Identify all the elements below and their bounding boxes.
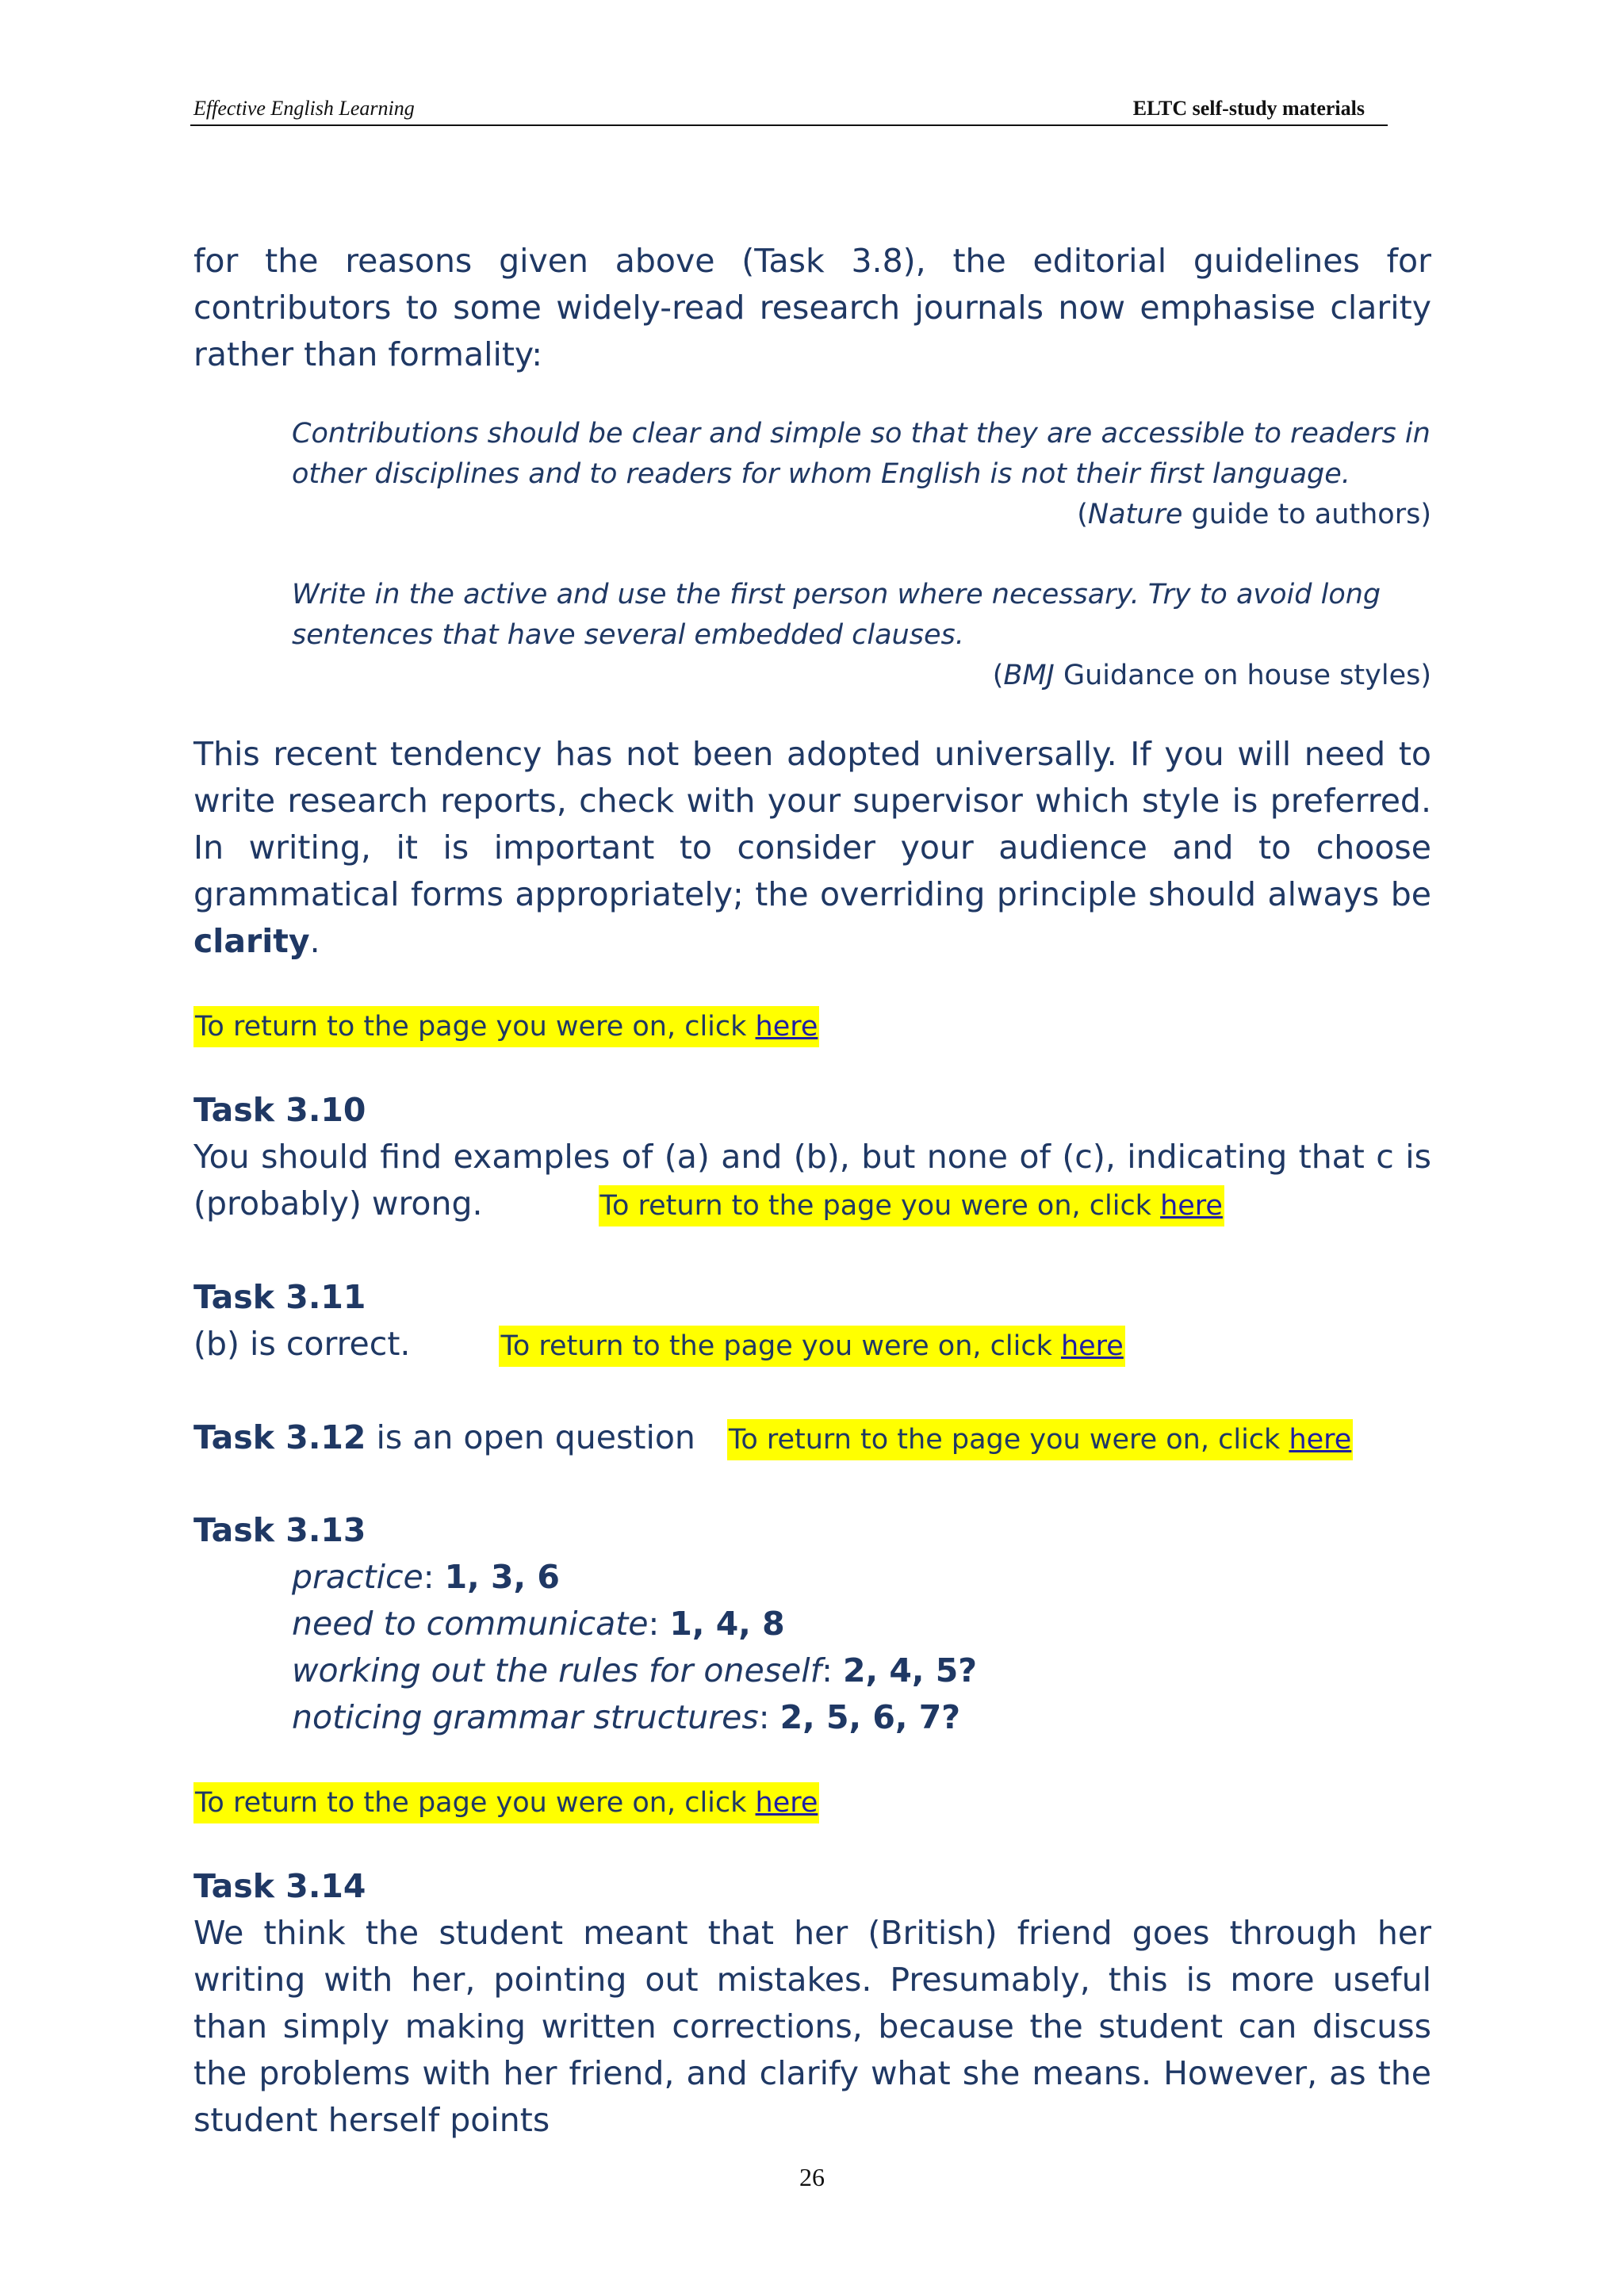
return-here-link[interactable]: here <box>1160 1190 1223 1222</box>
return-text: To return to the page you were on, click <box>728 1424 1289 1456</box>
answer-label: noticing grammar structures <box>292 1698 759 1736</box>
header-title: Effective English Learning <box>193 97 415 120</box>
task-3-14-text: We think the student meant that her (British) friend goes through her writing with her, pointing out mistakes. Presumably, this is more useful than simply making written corrections, because the student can discuss the problems with her friend, and clarify what she means. However, as the student herself points <box>193 1914 1431 2139</box>
task-3-10-title: Task 3.10 <box>193 1091 366 1129</box>
header-rule <box>190 124 1388 126</box>
answer-row: noticing grammar structures: 2, 5, 6, 7? <box>292 1698 961 1736</box>
clarity-emphasis: clarity <box>193 922 310 960</box>
return-link-5 <box>193 1782 1431 1823</box>
tendency-end: . <box>309 922 320 960</box>
return-text: To return to the page you were on, click <box>599 1190 1161 1222</box>
answer-row: practice: 1, 3, 6 <box>292 1558 560 1596</box>
return-highlight <box>599 1185 1224 1226</box>
answer-label: practice <box>292 1558 423 1596</box>
task-3-13-answers <box>292 1554 1431 1741</box>
return-here-link[interactable]: here <box>1060 1330 1124 1362</box>
citation-rest: Guidance on house styles) <box>1054 660 1431 691</box>
quote-nature: Contributions should be clear and simple so that they are accessible to readers in other disciplines and to readers for whom English is not their first language. <box>292 418 1431 490</box>
tendency-paragraph <box>193 731 1431 965</box>
citation-open: ( <box>1077 499 1088 530</box>
page-number: 26 <box>799 2163 825 2191</box>
citation-rest: guide to authors) <box>1182 499 1431 530</box>
task-3-13-title: Task 3.13 <box>193 1511 366 1549</box>
return-highlight <box>193 1006 819 1047</box>
answer-label: need to communicate <box>292 1605 649 1643</box>
return-here-link[interactable]: here <box>755 1011 818 1043</box>
return-text: To return to the page you were on, click <box>195 1787 756 1819</box>
citation-open: ( <box>992 660 1004 691</box>
task-3-10-answer: You should find examples of (a) and (b), but none of (c), indicating that c is (probably) wrong. <box>193 1138 1431 1223</box>
intro-paragraph: for the reasons given above (Task 3.8), the editorial guidelines for contributors to some widely-read research journals now emphasise clarity rather than formality: <box>193 242 1431 373</box>
task-3-11-answer: (b) is correct. <box>193 1325 411 1363</box>
task-3-12-text: is an open question <box>366 1418 695 1456</box>
citation-source: BMJ <box>1003 660 1055 691</box>
quote-bmj: Write in the active and use the first person where necessary. Try to avoid long sentences that have several embedded clauses. <box>292 579 1381 651</box>
citation-bmj <box>193 656 1431 696</box>
task-3-11-text <box>193 1321 1431 1368</box>
task-3-12-title: Task 3.12 <box>193 1418 366 1456</box>
task-3-10-text <box>193 1134 1431 1227</box>
return-highlight <box>193 1782 819 1823</box>
return-here-link[interactable]: here <box>1289 1424 1352 1456</box>
answer-values: 2, 4, 5? <box>842 1651 978 1689</box>
return-link-1 <box>193 1006 1431 1047</box>
return-highlight <box>499 1326 1124 1367</box>
task-3-12-line <box>193 1414 1431 1461</box>
return-text: To return to the page you were on, click <box>195 1011 756 1043</box>
return-highlight <box>727 1419 1353 1460</box>
citation-nature <box>193 495 1431 535</box>
task-3-14-title: Task 3.14 <box>193 1867 366 1905</box>
page-content <box>193 238 1431 2144</box>
answer-label: working out the rules for oneself <box>292 1651 822 1689</box>
answer-values: 2, 5, 6, 7? <box>779 1698 961 1736</box>
header-series: ELTC self-study materials <box>1132 97 1365 120</box>
citation-source: Nature <box>1087 499 1183 530</box>
answer-row: working out the rules for oneself: 2, 4, 5? <box>292 1651 978 1689</box>
answer-values: 1, 4, 8 <box>669 1605 785 1643</box>
task-3-11-title: Task 3.11 <box>193 1278 366 1316</box>
answer-values: 1, 3, 6 <box>444 1558 560 1596</box>
return-here-link[interactable]: here <box>755 1787 818 1819</box>
tendency-text: This recent tendency has not been adopted universally. If you will need to write research reports, check with your supervisor which style is preferred. In writing, it is important to consider your audience and to choose grammatical forms appropriately; the overriding principle should always be <box>193 735 1431 913</box>
answer-row: need to communicate: 1, 4, 8 <box>292 1605 785 1643</box>
return-text: To return to the page you were on, click <box>500 1330 1061 1362</box>
